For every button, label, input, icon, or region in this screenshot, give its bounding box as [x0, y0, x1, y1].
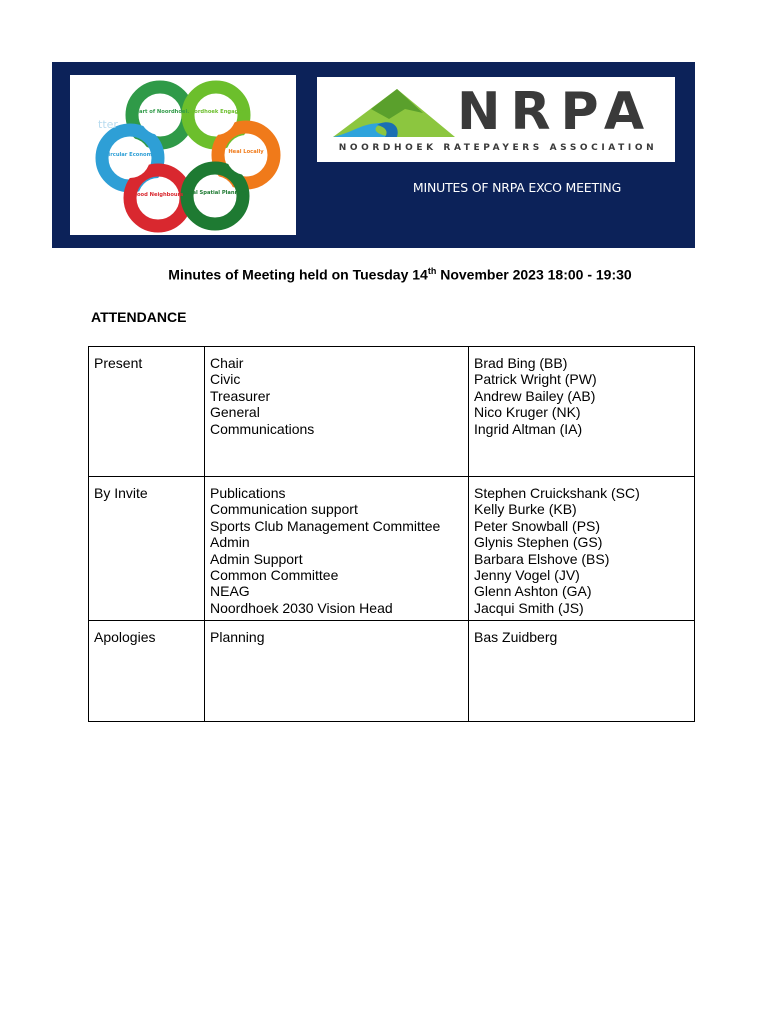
meeting-info [0, 266, 770, 283]
name-item: Stephen Cruickshank (SC) [474, 485, 640, 501]
segment-label: Good Neighbours [132, 192, 184, 198]
values-logo [70, 75, 296, 235]
role-item: Planning [210, 629, 265, 645]
document-title: MINUTES OF NRPA EXCO MEETING [412, 180, 622, 195]
attendance-table [88, 346, 695, 722]
nrpa-subtitle: NOORDHOEK RATEPAYERS ASSOCIATION [338, 143, 658, 153]
category-cell: Apologies [89, 621, 205, 722]
meeting-date-suffix: November 2023 18:00 - 19:30 [436, 266, 632, 283]
name-item: Brad Bing (BB) [474, 355, 568, 371]
category-cell: Present [89, 347, 205, 477]
name-item: Patrick Wright (PW) [474, 371, 597, 388]
name-item: Barbara Elshove (BS) [474, 550, 610, 567]
name-item: Nico Kruger (NK) [474, 404, 581, 421]
names-cell [469, 621, 695, 722]
names-cell [469, 477, 695, 621]
logo-partial-text: tter [98, 118, 118, 131]
segment-label: Circular Economy [104, 152, 156, 158]
name-item: Jacqui Smith (JS) [474, 599, 584, 616]
table-row [89, 347, 695, 477]
name-item: Ingrid Altman (IA) [474, 420, 583, 437]
role-item: NEAG [210, 583, 250, 600]
role-item: Common Committee [210, 567, 339, 584]
nrpa-logo [317, 77, 675, 162]
name-item: Jenny Vogel (JV) [474, 567, 580, 584]
names-cell [469, 347, 695, 477]
category-cell: By Invite [89, 477, 205, 621]
role-item: Communications [210, 420, 315, 437]
date-superscript: th [427, 266, 437, 276]
segment-label: Local Spatial Planning [182, 190, 248, 196]
role-item: Chair [210, 355, 244, 371]
role-item: Noordhoek 2030 Vision Head [210, 599, 393, 616]
role-item: Civic [210, 371, 241, 388]
table-row [89, 621, 695, 722]
roles-cell [205, 621, 469, 722]
role-item: Admin Support [210, 550, 303, 567]
table-row [89, 477, 695, 621]
segment-label: Noordhoek Engaged [186, 109, 246, 115]
nrpa-wordmark: NRPA [457, 82, 655, 142]
role-item: Sports Club Management Committee [210, 517, 441, 534]
attendance-heading: ATTENDANCE [91, 309, 187, 325]
role-item: Publications [210, 485, 286, 501]
meeting-date-prefix: Minutes of Meeting held on Tuesday 14 [168, 266, 428, 283]
roles-cell [205, 347, 469, 477]
roles-cell [205, 477, 469, 621]
name-item: Kelly Burke (KB) [474, 501, 577, 518]
name-item: Andrew Bailey (AB) [474, 387, 596, 404]
segment-label: Heal Locally [228, 149, 264, 155]
role-item: Admin [210, 534, 250, 551]
role-item: Treasurer [210, 387, 271, 404]
role-item: General [210, 404, 260, 421]
role-item: Communication support [210, 501, 358, 518]
segment-label: Heart of Noordhoek [131, 109, 189, 115]
name-item: Peter Snowball (PS) [474, 517, 601, 534]
name-item: Bas Zuidberg [474, 629, 558, 645]
name-item: Glenn Ashton (GA) [474, 583, 592, 600]
name-item: Glynis Stephen (GS) [474, 534, 603, 551]
mountain-icon [327, 79, 467, 145]
